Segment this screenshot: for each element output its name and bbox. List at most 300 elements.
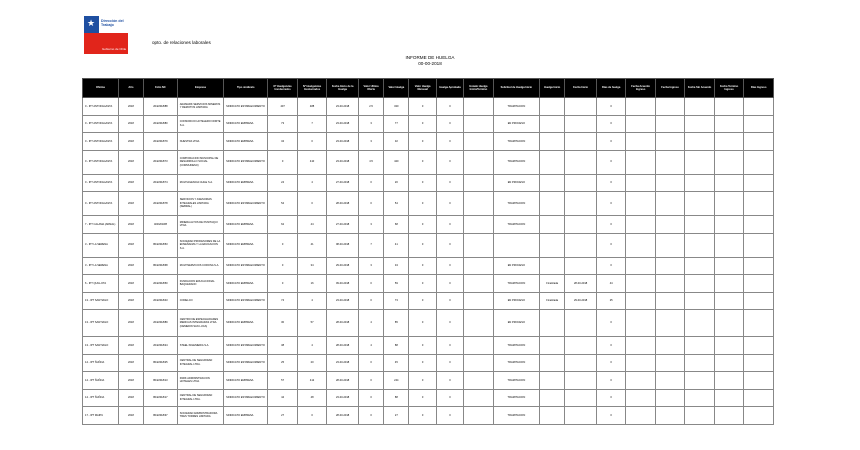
table-cell-oferta: 2.5 [358, 98, 383, 116]
table-cell-n1: 30 [268, 310, 297, 337]
report-date: 00-00-2018 [418, 61, 442, 66]
table-cell-aprob: 0 [436, 407, 463, 425]
table-cell-sol [493, 233, 539, 257]
table-cell-oficina: 14 - IPT ÑUÑOA [83, 354, 119, 372]
table-cell-n1: 0 [268, 257, 297, 275]
table-cell-oficina: 7 - IPT CALAMA (ADMAL) [83, 216, 119, 234]
table-cell-c19 [655, 389, 684, 407]
table-cell-h_ini [540, 192, 565, 216]
table-cell-c19 [655, 174, 684, 192]
table-cell-oferta: 0 [358, 389, 383, 407]
col-header: Días de huelga [596, 79, 625, 98]
table-cell-f_ini [565, 216, 597, 234]
table-cell-mensual: 0 [409, 150, 436, 174]
table-cell-h_ini: Finalizada [540, 292, 565, 310]
table-cell-folio: 804/2018/25 [144, 354, 178, 372]
table-cell-aprob: 0 [436, 292, 463, 310]
table-cell-anio: 2018 [118, 389, 143, 407]
table-cell-anio: 2018 [118, 292, 143, 310]
table-cell-c21 [714, 133, 743, 151]
table-cell-estado [464, 292, 493, 310]
table-cell-empresa: CONSORCIO HOTELERO NORTE S.A. [177, 115, 223, 133]
table-cell-h_ini [540, 407, 565, 425]
table-cell-f_ini [565, 337, 597, 355]
table-cell-n1: 38 [268, 337, 297, 355]
col-header: Oficina [83, 79, 119, 98]
report-title-line1: INFORME DE HUELGA [405, 55, 455, 60]
table-cell-c22 [744, 216, 774, 234]
table-cell-aprob: 0 [436, 216, 463, 234]
table-cell-fecha: 29-03-2018 [327, 257, 359, 275]
table-cell-sol: TRAMITACION [493, 275, 539, 293]
table-cell-valor: 320 [384, 98, 409, 116]
table-cell-c21 [714, 233, 743, 257]
table-cell-c21 [714, 174, 743, 192]
table-cell-anio: 2018 [118, 372, 143, 390]
table-cell-c20 [685, 372, 714, 390]
table-cell-c22 [744, 150, 774, 174]
report-title [380, 55, 480, 67]
table-cell-c20 [685, 337, 714, 355]
table-cell-n2: 410 [297, 150, 326, 174]
col-header: Valor Ultima Oferta [358, 79, 383, 98]
table-cell-folio: 204/2018/80 [144, 115, 178, 133]
table-row [83, 216, 774, 234]
table-cell-folio: 204/2018/74 [144, 174, 178, 192]
table-cell-c18 [626, 174, 655, 192]
table-cell-c20 [685, 354, 714, 372]
table-cell-mensual: 0 [409, 216, 436, 234]
table-cell-c21 [714, 292, 743, 310]
table-cell-n1: 0 [268, 233, 297, 257]
table-cell-c22 [744, 233, 774, 257]
table-cell-dias: 0 [596, 407, 625, 425]
table-cell-f_ini [565, 174, 597, 192]
table-cell-estado [464, 310, 493, 337]
table-cell-valor: 77 [384, 115, 409, 133]
table-cell-empresa: CENTRO DE ESPECIALIDADES MEDICAS INTEGRADAS LTDA. (CEMEDIN SAN LUCA) [177, 310, 223, 337]
table-cell-fecha: 08-03-2018 [327, 233, 359, 257]
table-cell-dias: 0 [596, 354, 625, 372]
table-cell-c19 [655, 98, 684, 116]
table-cell-c21 [714, 337, 743, 355]
table-cell-dias: 0 [596, 372, 625, 390]
col-header: Empresa [177, 79, 223, 98]
table-cell-h_ini [540, 133, 565, 151]
table-cell-n1: 54 [268, 192, 297, 216]
table-cell-mensual: 0 [409, 372, 436, 390]
col-header: Fecha Acuerdo Ingreso [626, 79, 655, 98]
table-cell-c19 [655, 257, 684, 275]
table-cell-folio: 804/2018/17 [144, 389, 178, 407]
table-cell-aprob: 0 [436, 275, 463, 293]
table-cell-c18 [626, 292, 655, 310]
col-header: Fecha Inicio [565, 79, 597, 98]
table-cell-sol: TRAMITACION [493, 389, 539, 407]
logo-title: Dirección del Trabajo [101, 19, 124, 27]
table-cell-n2: 34 [297, 257, 326, 275]
table-cell-fecha: 27-03-2018 [327, 174, 359, 192]
table-cell-n1: 27 [268, 407, 297, 425]
table-cell-aprob: 0 [436, 389, 463, 407]
table-cell-c19 [655, 372, 684, 390]
table-cell-oficina: 3 - IPT LA SERENA [83, 257, 119, 275]
table-cell-tipo: SINDICATO EMPRESA [224, 275, 268, 293]
table-cell-tipo: SINDICATO EMPRESA [224, 115, 268, 133]
table-cell-empresa: CENTRAL DE SEGURIDAD INTEGRAL LTDA. [177, 389, 223, 407]
table-cell-c19 [655, 233, 684, 257]
table-cell-h_ini [540, 389, 565, 407]
table-cell-c20 [685, 216, 714, 234]
table-cell-estado [464, 216, 493, 234]
table-cell-anio: 2018 [118, 133, 143, 151]
table-cell-c22 [744, 275, 774, 293]
table-cell-empresa: CORPORACION MUNICIPAL DE DESARROLLO SOCIAL (CORMUDESO) [177, 150, 223, 174]
table-cell-f_ini: 28-03-2018 [565, 275, 597, 293]
table-cell-c19 [655, 292, 684, 310]
col-header: Huelga Aprobada [436, 79, 463, 98]
table-cell-c20 [685, 98, 714, 116]
table-cell-c21 [714, 310, 743, 337]
table-cell-c22 [744, 337, 774, 355]
table-cell-n2: 57 [297, 310, 326, 337]
table-cell-empresa: ARAMARK SERVICIOS MINEROS Y REMOTOS LIMITADA [177, 98, 223, 116]
table-row [83, 337, 774, 355]
table-cell-anio: 2018 [118, 115, 143, 133]
table-cell-dias: 0 [596, 150, 625, 174]
table-cell-aprob: 0 [436, 337, 463, 355]
table-cell-c21 [714, 354, 743, 372]
table-cell-dias: 0 [596, 310, 625, 337]
table-cell-c20 [685, 233, 714, 257]
table-cell-h_ini [540, 216, 565, 234]
strike-table [82, 78, 774, 425]
table-cell-n2: 488 [297, 98, 326, 116]
table-cell-fecha: 28-03-2018 [327, 337, 359, 355]
table-cell-c18 [626, 337, 655, 355]
table-cell-c20 [685, 150, 714, 174]
table-cell-h_ini [540, 372, 565, 390]
table-cell-f_ini [565, 389, 597, 407]
table-cell-c22 [744, 389, 774, 407]
table-cell-valor: 54 [384, 192, 409, 216]
table-cell-c20 [685, 275, 714, 293]
table-cell-c22 [744, 115, 774, 133]
table-cell-c18 [626, 257, 655, 275]
table-cell-folio: 204/2018/88 [144, 98, 178, 116]
table-cell-folio: 204/2018/43 [144, 292, 178, 310]
table-cell-estado [464, 115, 493, 133]
table-cell-mensual: 0 [409, 192, 436, 216]
table-cell-dias: 0 [596, 98, 625, 116]
table-cell-tipo: SINDICATO ESTABLECIMIENTO [224, 150, 268, 174]
table-cell-oficina: 0 - IPT ANTOFAGASTA [83, 192, 119, 216]
table-cell-n1: 62 [268, 216, 297, 234]
table-cell-c20 [685, 407, 714, 425]
table-cell-h_ini [540, 233, 565, 257]
table-cell-dias: 0 [596, 133, 625, 151]
table-cell-f_ini [565, 115, 597, 133]
table-cell-oferta: 0 [358, 372, 383, 390]
table-cell-mensual: 0 [409, 133, 436, 151]
table-cell-estado [464, 174, 493, 192]
table-cell-oficina: 0 - IPT ANTOFAGASTA [83, 150, 119, 174]
table-cell-valor: 32 [384, 133, 409, 151]
table-cell-oferta: 3 [358, 115, 383, 133]
table-cell-n2: 7 [297, 115, 326, 133]
table-cell-h_ini [540, 354, 565, 372]
table-cell-tipo: SINDICATO EMPRESA [224, 233, 268, 257]
star-icon: ★ [87, 18, 96, 28]
logo-subtitle: Gobierno de Chile [102, 47, 127, 51]
table-cell-empresa: PARK ADMINISTRACION HOTELES LTDA. [177, 372, 223, 390]
table-cell-folio: 804/2018/37 [144, 407, 178, 425]
table-cell-fecha: 23-03-2018 [327, 133, 359, 151]
table-cell-n1: 407 [268, 98, 297, 116]
table-cell-oferta: 4.5 [358, 150, 383, 174]
table-cell-c22 [744, 174, 774, 192]
table-cell-oficina: 3 - IPT LA SERENA [83, 233, 119, 257]
table-header-row [83, 79, 774, 98]
table-cell-mensual: 0 [409, 98, 436, 116]
table-cell-f_ini [565, 257, 597, 275]
table-cell-dias: 0 [596, 216, 625, 234]
table-cell-c18 [626, 407, 655, 425]
table-cell-dias: 0 [596, 389, 625, 407]
table-cell-c18 [626, 275, 655, 293]
table-cell-tipo: SINDICATO ESTABLECIMIENTO [224, 354, 268, 372]
col-header: Nº Huelguistas Involucrados [268, 79, 297, 98]
table-cell-folio: 204/2018/50 [144, 275, 178, 293]
table-cell-folio: 204/2018/24 [144, 337, 178, 355]
table-cell-valor: 34 [384, 257, 409, 275]
col-header: Tipo sindicato [224, 79, 268, 98]
table-cell-c21 [714, 407, 743, 425]
table-cell-folio: 804/2018/13 [144, 372, 178, 390]
table-cell-anio: 2018 [118, 150, 143, 174]
table-cell-aprob: 0 [436, 233, 463, 257]
table-cell-empresa: CODELCO [177, 292, 223, 310]
table-cell-c21 [714, 216, 743, 234]
table-cell-n2: 16 [297, 275, 326, 293]
table-cell-anio: 2018 [118, 275, 143, 293]
table-cell-folio: 204/2018/73 [144, 150, 178, 174]
table-cell-anio: 2018 [118, 407, 143, 425]
table-cell-oferta: 3 [358, 216, 383, 234]
table-cell-f_ini [565, 407, 597, 425]
table-cell-mensual: 0 [409, 354, 436, 372]
table-cell-c18 [626, 310, 655, 337]
table-cell-oferta: 0 [358, 292, 383, 310]
table-cell-c19 [655, 216, 684, 234]
table-cell-empresa: STEEL INGENIERIA S.A. [177, 337, 223, 355]
table-cell-sol: TRAMITACION [493, 354, 539, 372]
table-row [83, 233, 774, 257]
table-cell-aprob: 0 [436, 310, 463, 337]
table-cell-mensual: 0 [409, 174, 436, 192]
table-cell-fecha: 28-03-2018 [327, 192, 359, 216]
table-cell-dias: 44 [596, 275, 625, 293]
col-header: Huelga Inicio [540, 79, 565, 98]
table-cell-c20 [685, 174, 714, 192]
table-cell-f_ini [565, 310, 597, 337]
table-cell-fecha: 23-03-2018 [327, 292, 359, 310]
table-cell-sol: TRAMITACION [493, 372, 539, 390]
table-cell-mensual: 0 [409, 337, 436, 355]
table-cell-fecha: 23-03-2018 [327, 98, 359, 116]
table-cell-valor: 27 [384, 407, 409, 425]
table-cell-h_ini [540, 115, 565, 133]
table-cell-tipo: SINDICATO EMPRESA [224, 372, 268, 390]
table-cell-fecha: 09-03-2018 [327, 275, 359, 293]
table-cell-f_ini [565, 150, 597, 174]
table-row [83, 407, 774, 425]
table-cell-empresa: MULTISERVICIOS CORONA S.A. [177, 257, 223, 275]
table-cell-oferta: 0 [358, 407, 383, 425]
col-header: Valor Huelga [384, 79, 409, 98]
table-cell-tipo: SINDICATO ESTABLECIMIENTO [224, 98, 268, 116]
table-cell-c20 [685, 310, 714, 337]
table-cell-c20 [685, 133, 714, 151]
table-cell-aprob: 0 [436, 354, 463, 372]
table-cell-mensual: 0 [409, 310, 436, 337]
table-cell-n2: 0 [297, 192, 326, 216]
dt-logo [84, 16, 128, 54]
table-cell-oficina: 0 - IPT ANTOFAGASTA [83, 115, 119, 133]
table-cell-dias: 0 [596, 233, 625, 257]
table-cell-anio: 2018 [118, 192, 143, 216]
table-cell-oferta: 4 [358, 310, 383, 337]
table-cell-h_ini [540, 174, 565, 192]
col-header: Días Ingreso [744, 79, 774, 98]
table-cell-f_ini [565, 192, 597, 216]
table-cell-sol: TRAMITACION [493, 150, 539, 174]
table-cell-estado [464, 98, 493, 116]
table-cell-n1: 24 [268, 174, 297, 192]
table-cell-oferta: 0 [358, 174, 383, 192]
table-cell-c18 [626, 389, 655, 407]
table-row [83, 354, 774, 372]
col-header: Valor Huelga Mensual [409, 79, 436, 98]
table-cell-tipo: SINDICATO EMPRESA [224, 216, 268, 234]
table-cell-valor: 68 [384, 216, 409, 234]
logo-top [84, 16, 128, 33]
table-cell-oficina: 17 - IPT MAIPU [83, 407, 119, 425]
table-cell-h_ini [540, 257, 565, 275]
table-cell-anio: 2018 [118, 233, 143, 257]
table-cell-c19 [655, 337, 684, 355]
table-cell-oferta: 7 [358, 233, 383, 257]
table-cell-folio: 204/2018/89 [144, 310, 178, 337]
table-cell-sol: TRAMITACION [493, 98, 539, 116]
table-cell-sol: TRAMITACION [493, 337, 539, 355]
table-cell-n1: 0 [268, 150, 297, 174]
table-cell-c18 [626, 115, 655, 133]
table-cell-c22 [744, 407, 774, 425]
table-cell-tipo: SINDICATO ESTABLECIMIENTO [224, 389, 268, 407]
table-cell-c18 [626, 354, 655, 372]
table-cell-n2: 0 [297, 407, 326, 425]
table-cell-c21 [714, 372, 743, 390]
table-cell-oferta: 4 [358, 337, 383, 355]
table-cell-mensual: 0 [409, 407, 436, 425]
table-cell-valor: 88 [384, 389, 409, 407]
table-cell-c19 [655, 354, 684, 372]
table-cell-estado [464, 133, 493, 151]
table-cell-sol: EN PROCESO [493, 310, 539, 337]
table-cell-oficina: 14 - IPT ÑUÑOA [83, 389, 119, 407]
col-header: Fecha Termino Ingreso [714, 79, 743, 98]
table-cell-n1: 0 [268, 275, 297, 293]
table-cell-c18 [626, 150, 655, 174]
table-cell-oficina: 13 - IPT SANTIAGO [83, 292, 119, 310]
table-cell-c19 [655, 115, 684, 133]
table-cell-c18 [626, 233, 655, 257]
table-cell-oferta: 0 [358, 354, 383, 372]
table-cell-folio: 204/2018/78 [144, 192, 178, 216]
table-cell-c21 [714, 150, 743, 174]
table-cell-n2: 4 [297, 174, 326, 192]
table-cell-empresa: SOCIEDAD ADMINISTRADORA TRES TORRES LIMITADA [177, 407, 223, 425]
table-cell-n1: 74 [268, 292, 297, 310]
table-cell-anio: 2018 [118, 354, 143, 372]
table-cell-n2: 44 [297, 216, 326, 234]
table-cell-estado [464, 372, 493, 390]
table-cell-h_ini [540, 150, 565, 174]
table-cell-valor: 73 [384, 292, 409, 310]
table-cell-valor: 45 [384, 354, 409, 372]
table-cell-h_ini [540, 337, 565, 355]
table-cell-aprob: 0 [436, 174, 463, 192]
table-cell-oferta: 0 [358, 275, 383, 293]
table-cell-mensual: 0 [409, 389, 436, 407]
department-label: opto. de relaciones laborales [152, 40, 211, 45]
table-cell-sol: TRAMITACION [493, 133, 539, 151]
table-cell-c18 [626, 133, 655, 151]
table-row [83, 389, 774, 407]
table-cell-f_ini [565, 354, 597, 372]
col-header: Estado Huelga Inicio/Termino [464, 79, 493, 98]
table-cell-estado [464, 389, 493, 407]
table-cell-mensual: 0 [409, 233, 436, 257]
table-cell-n1: 44 [268, 389, 297, 407]
table-cell-c20 [685, 257, 714, 275]
table-cell-n2: 20 [297, 354, 326, 372]
table-cell-fecha: 23-03-2018 [327, 150, 359, 174]
table-cell-fecha: 28-03-2018 [327, 407, 359, 425]
table-cell-c22 [744, 372, 774, 390]
table-row [83, 275, 774, 293]
table-cell-n1: 34 [268, 133, 297, 151]
table-cell-oferta: 3 [358, 257, 383, 275]
table-cell-dias: 0 [596, 115, 625, 133]
table-cell-estado [464, 354, 493, 372]
table-cell-c22 [744, 310, 774, 337]
table-cell-estado [464, 257, 493, 275]
table-cell-sol: EN PROCESO [493, 174, 539, 192]
table-cell-c20 [685, 115, 714, 133]
table-row [83, 174, 774, 192]
table-cell-c21 [714, 389, 743, 407]
table-cell-dias: 0 [596, 192, 625, 216]
table-cell-aprob: 0 [436, 115, 463, 133]
table-cell-valor: 41 [384, 233, 409, 257]
table-cell-n1: 57 [268, 372, 297, 390]
table-cell-anio: 2018 [118, 310, 143, 337]
table-cell-n2: 4 [297, 292, 326, 310]
table-cell-c18 [626, 216, 655, 234]
table-cell-aprob: 0 [436, 257, 463, 275]
